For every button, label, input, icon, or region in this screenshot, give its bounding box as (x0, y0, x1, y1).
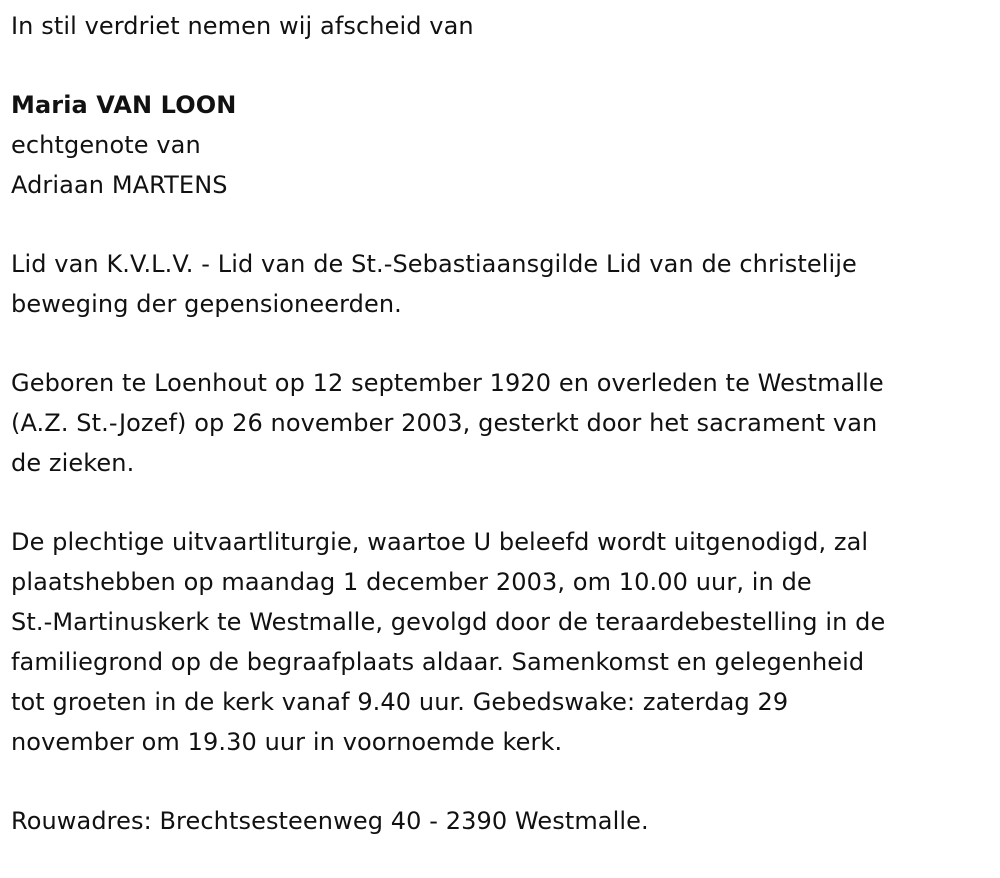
relation-text: echtgenote van (11, 131, 201, 159)
spacer (11, 324, 1000, 363)
memberships-line: beweging der gepensioneerden. (11, 290, 402, 318)
spacer (11, 205, 1000, 244)
funeral-line: november om 19.30 uur in voornoemde kerk. (11, 728, 563, 756)
mourning-address: Rouwadres: Brechtsesteenweg 40 - 2390 Westmalle. (11, 807, 649, 835)
funeral-line: De plechtige uitvaartliturgie, waartoe U beleefd wordt uitgenodigd, zal (11, 528, 869, 556)
spacer (11, 762, 1000, 801)
funeral-line: tot groeten in de kerk vanaf 9.40 uur. Gebedswake: zaterdag 29 (11, 688, 789, 716)
funeral-paragraph (11, 522, 986, 762)
birth-death-line: (A.Z. St.-Jozef) op 26 november 2003, gesterkt door het sacrament van (11, 409, 878, 437)
funeral-line: familiegrond op de begraafplaats aldaar. Samenkomst en gelegenheid (11, 648, 865, 676)
intro-text: In stil verdriet nemen wij afscheid van (11, 12, 474, 40)
spouse-name: Adriaan MARTENS (11, 171, 228, 199)
funeral-line: plaatshebben op maandag 1 december 2003, om 10.00 uur, in de (11, 568, 812, 596)
birth-death-line: de zieken. (11, 449, 135, 477)
birth-death-paragraph (11, 363, 986, 483)
memberships-paragraph (11, 244, 986, 324)
birth-death-line: Geboren te Loenhout op 12 september 1920 en overleden te Westmalle (11, 369, 884, 397)
spacer (11, 46, 1000, 85)
spacer (11, 483, 1000, 522)
deceased-name: Maria VAN LOON (11, 91, 237, 119)
funeral-line: St.-Martinuskerk te Westmalle, gevolgd door de teraardebestelling in de (11, 608, 886, 636)
memberships-line: Lid van K.V.L.V. - Lid van de St.-Sebastiaansgilde Lid van de christelije (11, 250, 857, 278)
